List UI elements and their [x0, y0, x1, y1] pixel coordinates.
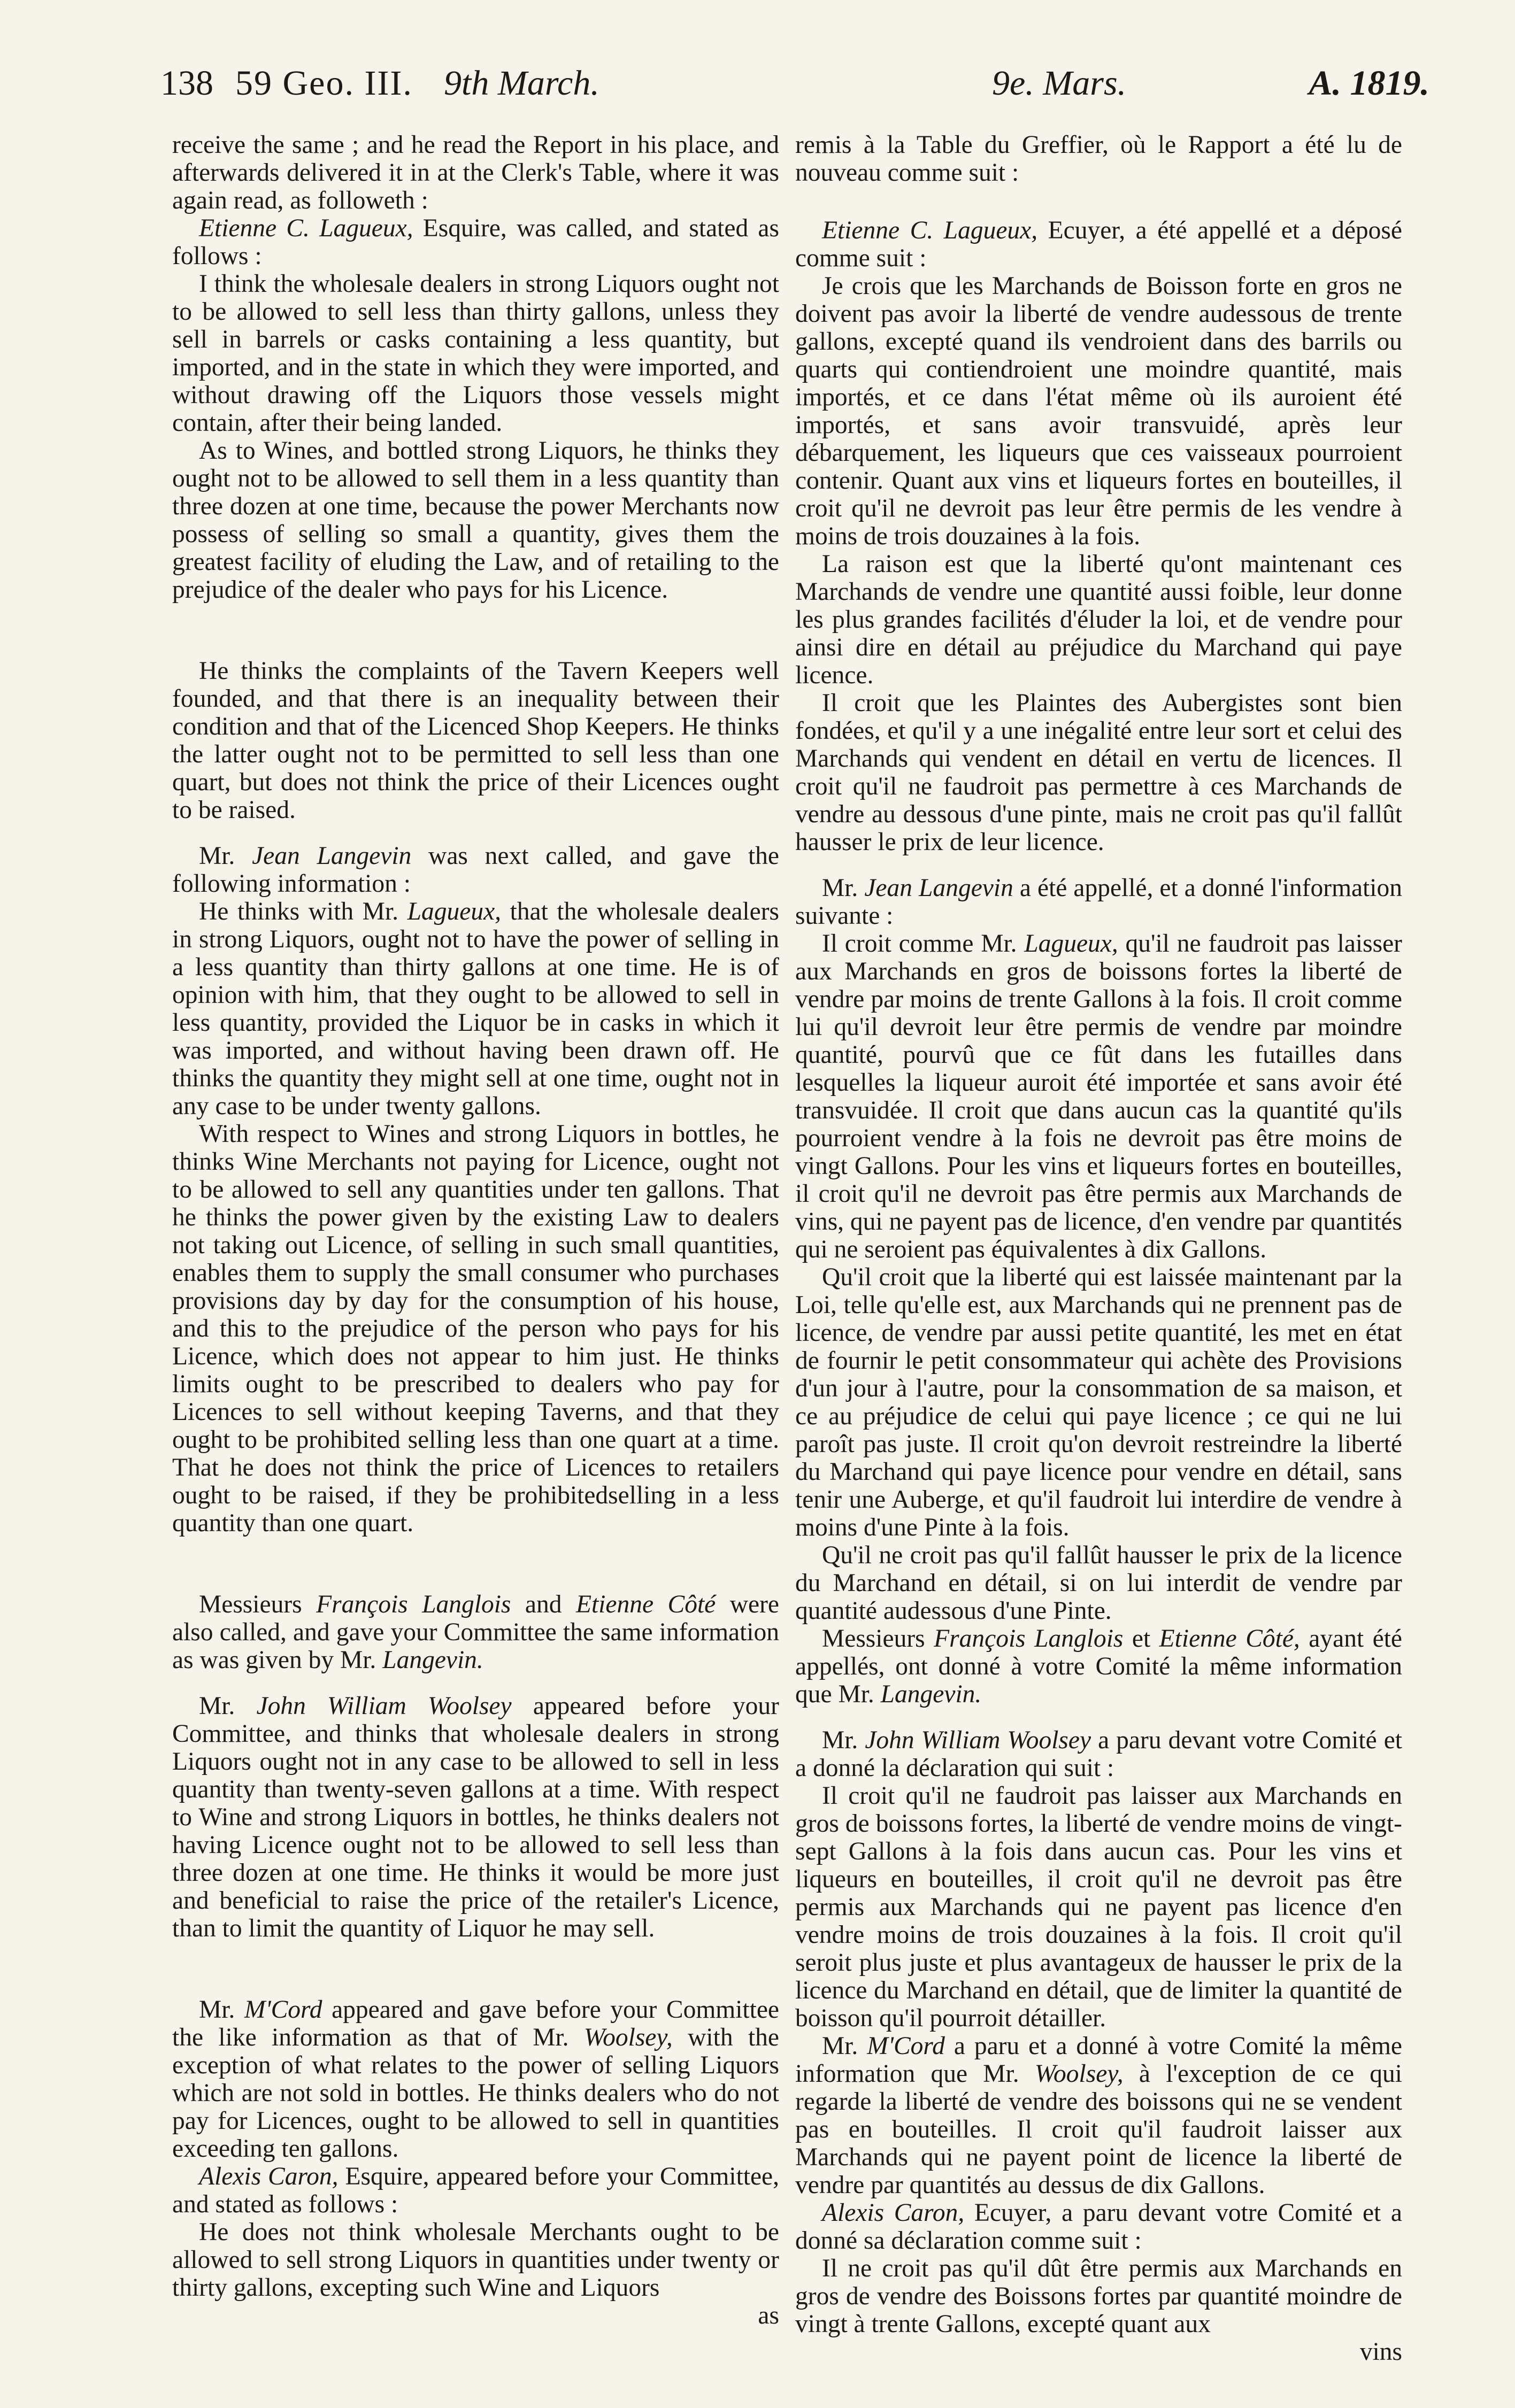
paragraph: As to Wines, and bottled strong Liquors, he thinks they ought not to be allowed to sell them in a less quantity than three dozen at one time, because the power Merchants now possess of selling so small a quantity, gives them the greatest facility of eluding the Law, and of retailing to the prejudice of the dealer who pays for his Licence.: [172, 437, 779, 604]
witness-name: Lagueux,: [1024, 930, 1118, 958]
witness-name: Etienne C. Lagueux,: [199, 214, 413, 242]
witness-name: Alexis Caron,: [199, 2163, 339, 2190]
paragraph: Il croit comme Mr. Lagueux, qu'il ne faudroit pas laisser aux Marchands en gros de boissons fortes la liberté de vendre par moins de trente Gallons à la fois. Il croit comme lui qu'il devroit leur être permis de vendre par moindre quantité, pourvû que ce fût dans les futailles dans lesquelles la liqueur auroit été importée et sans avoir été transvuidée. Il croit que dans aucun cas la quantité qu'ils pourroient vendre à la fois ne devroit pas être moins de vingt Gallons. Pour les vins et liqueurs fortes en bouteilles, il croit qu'il ne devroit pas être permis aux Marchands de vins, qui ne payent pas de licence, d'en vendre par quantités qui ne seroient pas équivalentes à dix Gallons.: [795, 930, 1402, 1263]
witness-name: Alexis Caron,: [822, 2199, 965, 2227]
date-french: 9e. Mars.: [992, 64, 1127, 103]
paragraph: With respect to Wines and strong Liquors in bottles, he thinks Wine Merchants not paying for Licence, ought not to be allowed to sell any quantities under ten gallons. That he thinks the power given by the existing Law to dealers not taking out Licence, of selling in such small quantities, enables them to supply the small consumer who purchases provisions day by day for the consumption of his house, and this to the prejudice of the person who pays for his Licence, which does not appear to him just. He thinks limits ought to be prescribed to dealers who pay for Licences to sell without keeping Taverns, and that they ought to be prohibited selling less than one quart at a time. That he does not think the price of Licences to retailers ought to be raised, if they be prohibitedselling in a less quantity than one quart.: [172, 1120, 779, 1537]
witness-name: Jean Langevin: [252, 842, 412, 870]
paragraph: I think the wholesale dealers in strong Liquors ought not to be allowed to sell less than thirty gallons, unless they sell in barrels or casks containing a less quantity, but imported, and in the state in which they were imported, and without drawing off the Liquors those vessels might contain, after their being landed.: [172, 270, 779, 437]
witness-name: Woolsey,: [1034, 2060, 1124, 2088]
witness-name: M'Cord: [867, 2032, 945, 2060]
paragraph: Etienne C. Lagueux, Esquire, was called, and stated as follows :: [172, 214, 780, 270]
catchword: as: [758, 2302, 779, 2329]
catchword: vins: [1359, 2338, 1402, 2366]
paragraph: Mr. Jean Langevin a été appellé, et a donné l'information suivante :: [795, 874, 1402, 930]
running-header: [160, 63, 1429, 127]
paragraph: Alexis Caron, Esquire, appeared before your Committee, and stated as follows :: [172, 2163, 779, 2218]
witness-name: Lagueux,: [407, 898, 502, 925]
date-english: 9th March.: [444, 64, 599, 103]
paragraph: Qu'il croit que la liberté qui est laissée maintenant par la Loi, telle qu'elle est, aux Marchands qui ne prennent pas de licence, de vendre par aussi petite quantité, les met en état de fournir le petit consommateur qui achète des Provisions d'un jour à l'autre, pour la consommation de sa maison, et ce au préjudice de celui qui paye licence ; ce qui ne lui paroît pas juste. Il croit qu'on devroit restreindre la liberté du Marchand qui paye licence pour vendre en détail, sans tenir une Auberge, et qu'il faudroit lui interdire de vendre à moins d'une Pinte à la fois.: [795, 1263, 1402, 1541]
paragraph: Je crois que les Marchands de Boisson forte en gros ne doivent pas avoir la liberté de vendre audessous de trente gallons, excepté quand ils vendroient dans des barrils ou quarts qui contiendroient une moindre quantité, mais importés, et ce dans l'état même où ils auroient été importés, et sans avoir transvuidé, après leur débarquement, les liqueurs que ces vaisseaux pourroient contenir. Quant aux vins et liqueurs fortes en bouteilles, il croit qu'il ne devroit pas leur être permis de les vendre à moins de trois douzaines à la fois.: [795, 272, 1402, 550]
paragraph: Il croit qu'il ne faudroit pas laisser aux Marchands en gros de boissons fortes, la liberté de vendre moins de vingt-sept Gallons à la fois dans aucun cas. Pour les vins et liqueurs en bouteilles, il croit qu'il ne devroit pas être permis aux Marchands qui ne payent pas licence d'en vendre moins de trois douzaines à la fois. Il croit qu'il seroit plus juste et plus avantageux de hausser le prix de la licence du Marchand en détail, que de limiter la quantité de boisson qu'il pourroit détailler.: [795, 1782, 1402, 2032]
paragraph: Alexis Caron, Ecuyer, a paru devant votre Comité et a donné sa déclaration comme suit :: [795, 2199, 1402, 2255]
paragraph: Il ne croit pas qu'il dût être permis aux Marchands en gros de vendre des Boissons fortes par quantité moindre de vingt à trente Gallons, excepté quant aux: [795, 2255, 1402, 2338]
witness-name: Etienne Côté: [575, 1591, 716, 1618]
witness-name: Jean Langevin: [864, 874, 1013, 902]
paragraph: He thinks with Mr. Lagueux, that the wholesale dealers in strong Liquors, ought not to have the power of selling in a less quantity than thirty gallons at one time. He is of opinion with him, that they ought to be allowed to sell in less quantity, provided the Liquor be in casks in which it was imported, and without having been drawn off. He thinks the quantity they might sell at one time, ought not in any case to be under twenty gallons.: [172, 898, 779, 1120]
paragraph: Il croit que les Plaintes des Aubergistes sont bien fondées, et qu'il y a une inégalité entre leur sort et celui des Marchands qui vendent en détail en vertu de licences. Il croit qu'il ne faudroit pas permettre à ces Marchands de vendre au dessous d'une pinte, mais ne croit pas qu'il fallût hausser le prix de leur licence.: [795, 689, 1402, 856]
regnal-year: 59 Geo. III.: [235, 64, 413, 103]
witness-name: John William Woolsey: [865, 1726, 1091, 1754]
witness-name: Woolsey,: [583, 2024, 673, 2051]
paragraph: Messieurs François Langlois et Etienne Côté, ayant été appellés, ont donné à votre Comité la même information que Mr. Langevin.: [795, 1625, 1403, 1708]
witness-name: Langevin.: [880, 1680, 982, 1708]
paragraph: Mr. Jean Langevin was next called, and gave the following information :: [172, 842, 779, 898]
witness-name: M'Cord: [244, 1996, 322, 2024]
paragraph: Messieurs François Langlois and Etienne Côté were also called, and gave your Committee the same information as was given by Mr. Langevin.: [172, 1591, 779, 1674]
year: A. 1819.: [1309, 64, 1429, 103]
paragraph: remis à la Table du Greffier, où le Rapport a été lu de nouveau comme suit :: [795, 131, 1402, 187]
witness-name: Etienne Côté,: [1159, 1625, 1300, 1653]
paragraph: Qu'il ne croit pas qu'il fallût hausser le prix de la licence du Marchand en détail, si on lui interdit de vendre par quantité audessous d'une Pinte.: [795, 1541, 1402, 1625]
paragraph: Mr. John William Woolsey appeared before your Committee, and thinks that wholesale dealers in strong Liquors ought not in any case to be allowed to sell in less quantity than twenty-seven gallons at a time. With respect to Wine and strong Liquors in bottles, he thinks dealers not having Licence ought not to be allowed to sell less than three dozen at one time. He thinks it would be more just and beneficial to raise the price of the retailer's Licence, than to limit the quantity of Liquor he may sell.: [172, 1692, 779, 1942]
paragraph: Mr. John William Woolsey a paru devant votre Comité et a donné la déclaration qui suit :: [795, 1726, 1402, 1782]
witness-name: François Langlois: [934, 1625, 1124, 1653]
paragraph: He thinks the complaints of the Tavern Keepers well founded, and that there is an inequality between their condition and that of the Licenced Shop Keepers. He thinks the latter ought not to be permitted to sell less than one quart, but does not think the price of their Licences ought to be raised.: [172, 657, 779, 824]
paragraph: Mr. M'Cord appeared and gave before your Committee the like information as that of Mr. Woolsey, with the exception of what relates to the power of selling Liquors which are not sold in bottles. He thinks dealers who do not pay for Licences, ought to be allowed to sell in quantities exceeding ten gallons.: [172, 1996, 779, 2163]
witness-name: François Langlois: [316, 1591, 511, 1618]
english-column: [172, 131, 779, 2329]
french-column: [795, 131, 1402, 2366]
paragraph: Etienne C. Lagueux, Ecuyer, a été appellé et a déposé comme suit :: [795, 217, 1402, 272]
page-number: 138: [160, 64, 213, 103]
witness-name: Langevin.: [382, 1646, 483, 1674]
witness-name: John William Woolsey: [256, 1692, 512, 1720]
paragraph: La raison est que la liberté qu'ont maintenant ces Marchands de vendre une quantité aussi foible, leur donne les plus grandes facilités d'éluder la loi, et de vendre pour ainsi dire en détail au préjudice du Marchand qui paye licence.: [795, 550, 1402, 689]
paragraph: Mr. M'Cord a paru et a donné à votre Comité la même information que Mr. Woolsey, à l'exception de ce qui regarde la liberté de vendre des boissons qui ne se vendent pas en bouteilles. Il croit qu'il faudroit laisser aux Marchands qui ne payent point de licence la liberté de vendre par quantités au dessus de dix Gallons.: [795, 2032, 1402, 2199]
paragraph: He does not think wholesale Merchants ought to be allowed to sell strong Liquors in quantities under twenty or thirty gallons, excepting such Wine and Liquors: [172, 2218, 779, 2302]
paragraph: receive the same ; and he read the Report in his place, and afterwards delivered it in at the Clerk's Table, where it was again read, as followeth :: [172, 131, 779, 214]
witness-name: Etienne C. Lagueux,: [822, 217, 1038, 244]
